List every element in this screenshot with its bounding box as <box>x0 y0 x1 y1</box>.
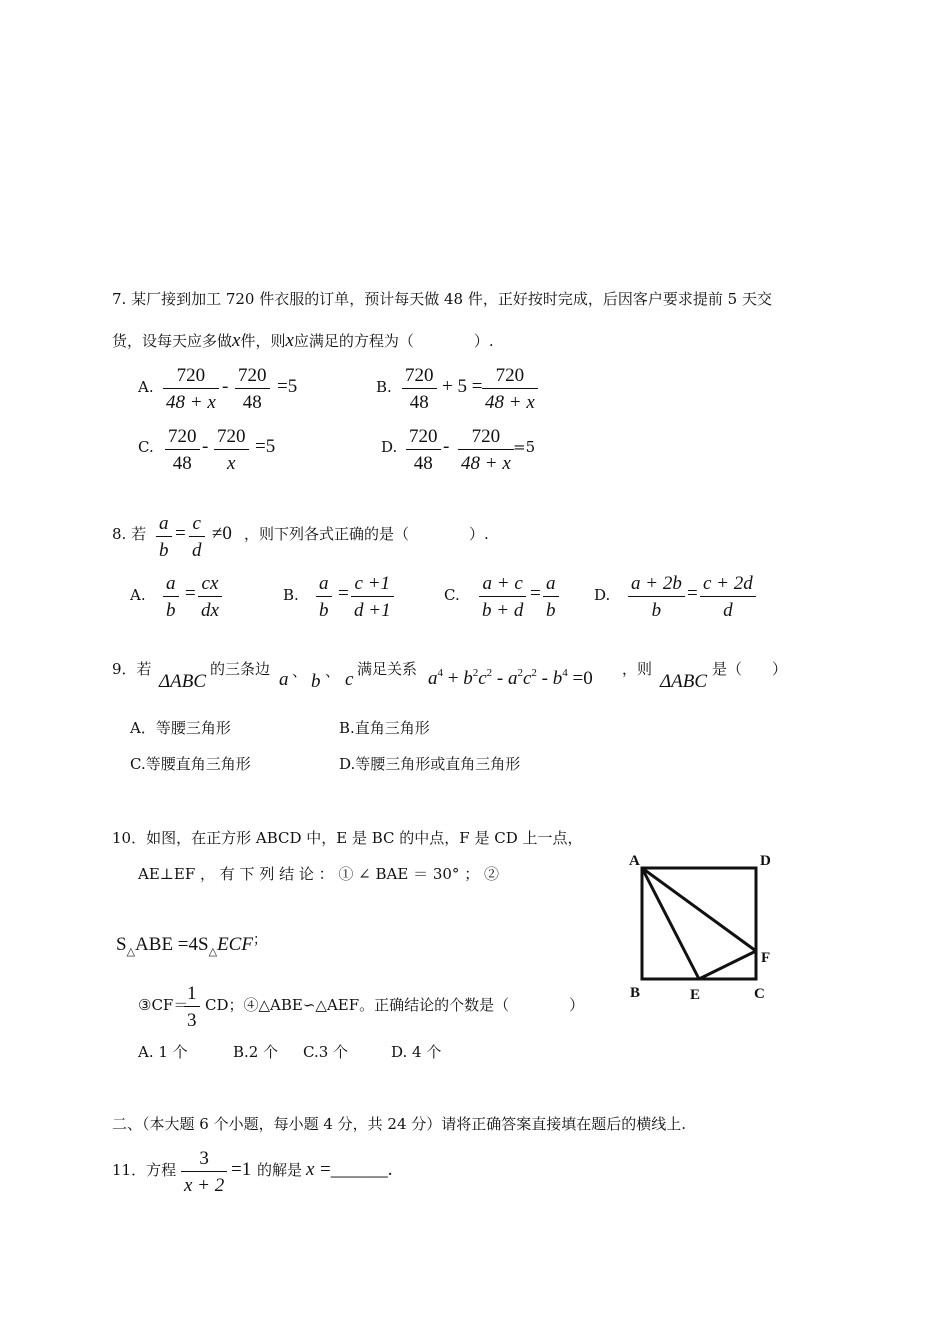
q7-line2-pre: 货，设每天应多做 <box>112 332 233 350</box>
q8-option-a-right: cx dx <box>198 574 222 620</box>
label-c: C <box>754 986 765 1002</box>
q8-neq: ≠0 <box>212 523 232 544</box>
q7-option-d-frac2: 720 48 + x <box>458 427 514 473</box>
label-f: F <box>761 950 771 966</box>
section2-heading: 二、（本大题 6 个小题，每小题 4 分，共 24 分）请将正确答案直接填在题后的横线上. <box>112 1115 687 1133</box>
q10-fraction: 1 3 <box>184 984 200 1030</box>
label-b: B <box>630 985 641 1001</box>
segment-af <box>642 868 756 951</box>
q9-option-d: D.等腰三角形或直角三角形 <box>339 755 521 773</box>
q9-side-b: b <box>311 671 321 692</box>
q8-option-d-eq: = <box>687 583 698 604</box>
square-figure <box>620 845 790 1010</box>
q7-option-b-frac1: 720 48 <box>402 366 437 412</box>
q7-line2-mid: 件，则 <box>240 332 286 350</box>
q10-line4-pre: ③CF＝ <box>138 996 189 1014</box>
label-e: E <box>690 987 701 1003</box>
q8-option-b-left: a b <box>316 574 332 620</box>
q9-prefix: 9．若 <box>112 660 152 678</box>
q8-prefix: 8. 若 <box>112 525 147 543</box>
q9-side-a: a <box>279 669 289 690</box>
q10-answer-c: C.3 个 <box>303 1043 349 1061</box>
q7-option-d-op: - <box>443 436 450 457</box>
q7-option-a-rhs: =5 <box>277 376 298 397</box>
q8-option-a-left: a b <box>163 574 179 620</box>
q9-text2: 满足关系 <box>357 660 418 678</box>
q8-option-a-label: A. <box>130 586 146 604</box>
square-abcd <box>642 868 756 979</box>
q7-option-c-rhs: =5 <box>255 436 276 457</box>
q8-option-d-label: D. <box>594 586 611 604</box>
q10-answer-b: B.2 个 <box>233 1043 279 1061</box>
q10-area-relation: $S_\triangle ABE =4S_\triangle ECF^;$ <box>116 933 267 958</box>
q11-eq: =1 <box>231 1159 252 1180</box>
q7-option-a-label: A. <box>138 378 154 396</box>
q8-option-b-right: c +1 d +1 <box>351 574 394 620</box>
q9-sep1: 、 <box>292 662 308 680</box>
q10-line4-post: CD；④△ABE∽△AEF。正确结论的个数是（ ） <box>205 996 585 1014</box>
q10-line2: AE⊥EF ， 有 下 列 结 论 ： ① ∠ BAE ＝ 30° ； ② <box>138 865 499 883</box>
q7-line1: 7. 某厂接到加工 720 件衣服的订单，预计每天做 48 件，正好按时完成，后因客户要求提前 5 天交 <box>112 290 772 308</box>
q8-option-b-eq: = <box>338 583 349 604</box>
q8-cond-frac2: c d <box>189 514 205 560</box>
label-d: D <box>760 853 771 869</box>
q9-sep2: 、 <box>325 662 341 680</box>
q7-option-c-frac1: 720 48 <box>165 427 200 473</box>
segment-ef <box>699 951 756 979</box>
q8-option-c-label: C. <box>444 586 460 604</box>
q9-text1: 的三条边 <box>210 660 271 678</box>
q9-option-b: B.直角三角形 <box>339 719 430 737</box>
q11-mid: 的解是 <box>257 1161 303 1179</box>
q9-relation: $a^4 + b^2c^2 - a^2c^2 - b^4 =0$ <box>428 667 593 689</box>
q8-option-d-left: a + 2b b <box>628 574 685 620</box>
q8-cond-frac1: a b <box>156 514 172 560</box>
q9-triangle-2: ΔABC <box>660 671 708 692</box>
q9-triangle: ΔABC <box>159 671 207 692</box>
q11-prefix: 11．方程 <box>112 1161 177 1179</box>
q7-option-d-rhs: =5 <box>513 438 536 456</box>
q7-option-c-frac2: 720 x <box>214 427 249 473</box>
q10-answer-d: D. 4 个 <box>391 1043 442 1061</box>
q7-var-x: x <box>232 330 241 351</box>
q7-option-d-label: D. <box>381 438 398 456</box>
q8-option-b-label: B. <box>283 586 299 604</box>
q8-option-c-eq: = <box>530 583 541 604</box>
q9-option-a: A．等腰三角形 <box>130 719 231 737</box>
q9-option-c: C.等腰直角三角形 <box>130 755 251 773</box>
q9-side-c: c <box>345 669 354 690</box>
q11-var: x <box>306 1159 315 1180</box>
q9-text3: ，则 <box>622 660 653 678</box>
q10-answer-a: A. 1 个 <box>138 1043 188 1061</box>
q7-option-a-op: - <box>222 376 229 397</box>
q7-option-a-frac2: 720 48 <box>235 366 270 412</box>
q11-fraction: 3 x + 2 <box>181 1149 227 1195</box>
q7-option-d-frac1: 720 48 <box>406 427 441 473</box>
q7-option-a-frac1: 720 48 + x <box>163 366 219 412</box>
q7-option-b-frac2: 720 48 + x <box>482 366 538 412</box>
q8-option-c-right: a b <box>543 574 559 620</box>
q7-var-x-2: x <box>285 330 294 351</box>
q11-answer-blank: =______. <box>320 1159 393 1180</box>
q8-option-c-left: a + c b + d <box>479 574 526 620</box>
q7-line2 <box>112 331 494 350</box>
segment-ae <box>642 868 699 979</box>
q7-line2-post: 应满足的方程为（ ）. <box>293 332 494 350</box>
q8-option-a-eq: = <box>185 583 196 604</box>
q8-suffix: ，则下列各式正确的是（ ）. <box>244 525 489 543</box>
q7-option-c-label: C. <box>138 438 154 456</box>
q7-option-b-label: B. <box>376 378 392 396</box>
label-a: A <box>629 853 640 869</box>
q7-option-c-op: - <box>202 436 209 457</box>
q8-eq: = <box>175 523 186 544</box>
q7-option-b-op: + 5 = <box>442 376 483 397</box>
q10-line1: 10．如图，在正方形 ABCD 中，E 是 BC 的中点，F 是 CD 上一点， <box>112 829 583 847</box>
q9-text4: 是（ ） <box>712 660 788 678</box>
q8-option-d-right: c + 2d d <box>700 574 756 620</box>
